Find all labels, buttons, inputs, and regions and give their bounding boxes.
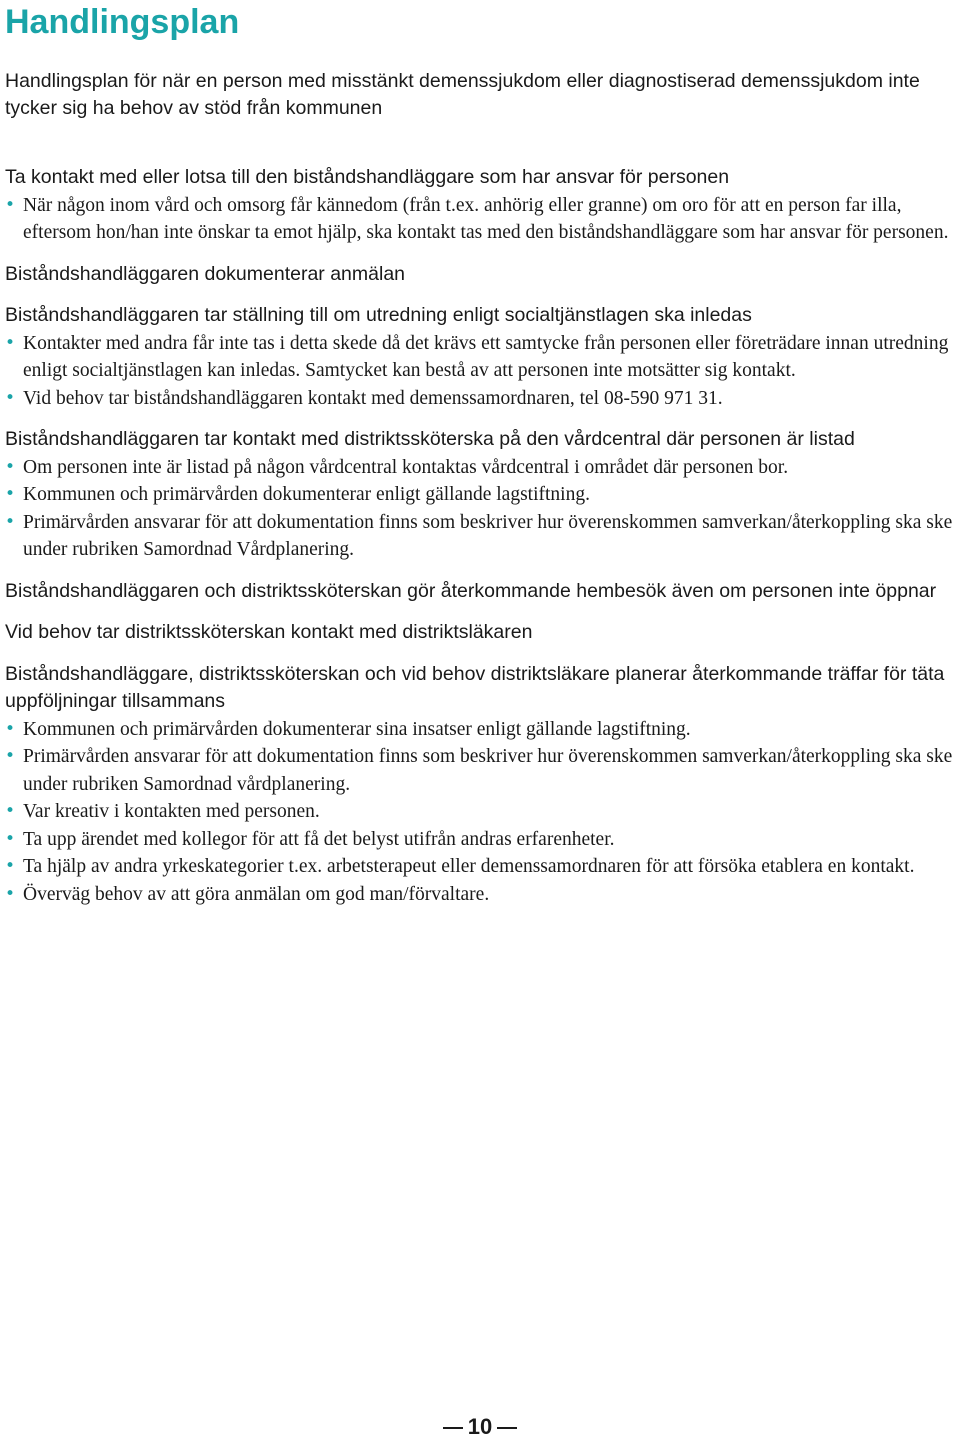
page-title: Handlingsplan — [5, 3, 240, 41]
section — [5, 619, 956, 647]
section — [5, 578, 956, 606]
section-heading: Vid behov tar distriktssköterskan kontakt med distriktsläkaren — [5, 621, 533, 643]
list-item — [5, 454, 956, 482]
list-item-text: När någon inom vård och omsorg får kännedom (från t.ex. anhörig eller granne) om oro för att en person far illa, eftersom hon/han inte önskar ta emot hjälp, ska kontakt tas med den biståndshandläggare som har ansvar för personen. — [23, 194, 949, 243]
list-item-text: Primärvården ansvarar för att dokumentation finns som beskriver hur överenskommen samverkan/återkoppling ska ske under rubriken Samordnad Vårdplanering. — [23, 511, 953, 560]
bullet-dot-icon: • — [5, 746, 16, 766]
bullet-list — [5, 330, 956, 413]
section-heading: Biståndshandläggare, distriktssköterskan och vid behov distriktsläkare planerar återkommande träffar för täta uppföljningar tillsammans — [5, 662, 945, 712]
bullet-dot-icon: • — [5, 194, 16, 215]
bullet-dot-icon: • — [5, 828, 16, 849]
list-item — [5, 330, 956, 385]
list-item — [5, 192, 956, 247]
intro-text: Handlingsplan för när en person med misstänkt demenssjukdom eller diagnostiserad demenssjukdom inte tycker sig ha behov av stöd från kommunen — [5, 70, 920, 119]
section — [5, 426, 956, 564]
list-item — [5, 826, 956, 854]
section — [5, 302, 956, 412]
list-item-text: Överväg behov av att göra anmälan om god man/förvaltare. — [23, 883, 490, 905]
dash-right-icon — [497, 1427, 517, 1429]
section — [5, 661, 956, 909]
page-number: 10 — [467, 1414, 493, 1439]
list-item — [5, 798, 956, 826]
list-item — [5, 716, 956, 744]
bullet-dot-icon: • — [5, 718, 16, 739]
list-item — [5, 743, 956, 798]
list-item-text: Ta hjälp av andra yrkeskategorier t.ex. arbetsterapeut eller demenssamordnaren för att försöka etablera en kontakt. — [23, 856, 915, 877]
section-heading: Biståndshandläggaren tar ställning till om utredning enligt socialtjänstlagen ska inledas — [5, 304, 752, 326]
bullet-dot-icon: • — [5, 332, 16, 353]
bullet-list — [5, 716, 956, 909]
section — [5, 261, 956, 289]
bullet-dot-icon: • — [5, 883, 16, 904]
list-item — [5, 853, 956, 881]
section-heading: Biståndshandläggaren dokumenterar anmälan — [5, 262, 406, 285]
list-item-text: Ta upp ärendet med kollegor för att få det belyst utifrån andras erfarenheter. — [23, 828, 615, 850]
bullet-list — [5, 192, 956, 247]
list-item — [5, 481, 956, 509]
bullet-dot-icon: • — [5, 856, 16, 876]
list-item — [5, 385, 956, 413]
section — [5, 164, 956, 247]
bullet-list — [5, 454, 956, 564]
bullet-dot-icon: • — [5, 511, 16, 532]
bullet-dot-icon: • — [5, 456, 16, 477]
list-item-text: Kontakter med andra får inte tas i detta skede då det krävs ett samtycke från personen eller företrädare innan utredning enligt socialtjänstlagen kan inledas. Samtycket kan bestå av att personen inte motsätter sig kontakt. — [23, 332, 949, 381]
section-heading: Biståndshandläggaren och distriktssköterskan gör återkommande hembesök även om personen inte öppnar — [5, 579, 937, 602]
bullet-dot-icon: • — [5, 387, 16, 408]
list-item-text: Var kreativ i kontakten med personen. — [23, 801, 320, 822]
sections-container — [5, 164, 956, 908]
list-item-text: Kommunen och primärvården dokumenterar sina insatser enligt gällande lagstiftning. — [23, 718, 691, 740]
list-item-text: Primärvården ansvarar för att dokumentation finns som beskriver hur överenskommen samverkan/återkoppling ska ske under rubriken Samordnad vårdplanering. — [23, 746, 953, 795]
section-heading: Ta kontakt med eller lotsa till den biståndshandläggare som har ansvar för personen — [5, 166, 730, 188]
list-item — [5, 881, 956, 909]
list-item — [5, 509, 956, 564]
bullet-dot-icon: • — [5, 801, 16, 821]
section-heading: Biståndshandläggaren tar kontakt med distriktssköterska på den vårdcentral där personen är listad — [5, 428, 855, 450]
list-item-text: Kommunen och primärvården dokumenterar enligt gällande lagstiftning. — [23, 484, 590, 505]
dash-left-icon — [443, 1427, 463, 1429]
list-item-text: Om personen inte är listad på någon vårdcentral kontaktas vårdcentral i området där personen bor. — [23, 456, 789, 478]
list-item-text: Vid behov tar biståndshandläggaren kontakt med demenssamordnaren, tel 08-590 971 31. — [23, 387, 723, 409]
bullet-dot-icon: • — [5, 484, 16, 504]
